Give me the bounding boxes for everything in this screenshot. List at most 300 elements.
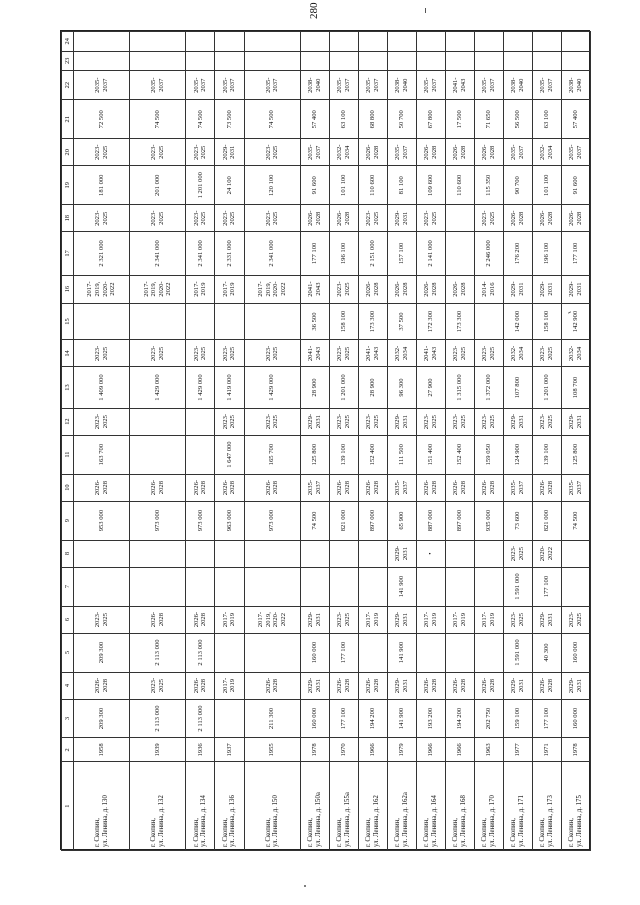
- table-cell: [561, 32, 590, 52]
- table-cell: 1 419 000: [215, 367, 244, 408]
- table-cell: 1977: [503, 738, 532, 762]
- table-cell: 67 800: [416, 100, 445, 139]
- table-cell: 2023- 2025: [130, 672, 186, 699]
- table-cell: 2026- 2028: [244, 672, 300, 699]
- table-cell: 2026- 2028: [445, 672, 474, 699]
- table-row: [186, 32, 215, 851]
- table-cell: 2 341 000: [244, 232, 300, 275]
- table-cell: 120 100: [244, 166, 300, 205]
- table-cell: 74 500: [186, 100, 215, 139]
- table-cell: 1 372 000: [474, 367, 503, 408]
- table-cell: 2041- 2043: [300, 340, 329, 367]
- scan-speck: [304, 885, 306, 887]
- address-cell: г. Скопин, ул. Ленина, д. 175: [561, 762, 590, 851]
- table-cell: 2038- 2040: [387, 71, 416, 100]
- table-cell: 177 100: [329, 699, 358, 738]
- table-cell: [416, 633, 445, 672]
- table-cell: 63 100: [532, 100, 561, 139]
- table-cell: 2 113 000: [186, 633, 215, 672]
- table-cell: [300, 567, 329, 606]
- table-cell: 17 500: [445, 100, 474, 139]
- table-cell: 1963: [474, 738, 503, 762]
- table-cell: 1939: [130, 738, 186, 762]
- table-cell: 2026- 2028: [532, 205, 561, 232]
- page-number: 280: [308, 2, 320, 19]
- table-cell: 107 800: [503, 367, 532, 408]
- column-number: 1: [62, 762, 74, 851]
- address-cell: г. Скопин, ул. Ленина, д. 170: [474, 762, 503, 851]
- table-cell: 2029- 2031: [215, 139, 244, 166]
- table-cell: [244, 51, 300, 70]
- table-cell: 28 900: [358, 367, 387, 408]
- column-number: 17: [62, 232, 74, 275]
- table-cell: 181 000: [74, 166, 130, 205]
- table-cell: 1 201 000: [186, 166, 215, 205]
- table-cell: 2041- 2043: [416, 340, 445, 367]
- table-cell: 72 500: [74, 100, 130, 139]
- table-cell: 125 800: [300, 435, 329, 474]
- table-cell: 2035- 2037: [329, 71, 358, 100]
- table-cell: [244, 540, 300, 567]
- table-cell: 973 000: [130, 501, 186, 540]
- table-cell: [358, 540, 387, 567]
- table-row: [244, 32, 300, 851]
- address-cell: г. Скопин, ул. Ленина, д. 134: [186, 762, 215, 851]
- table-rotator: [61, 31, 591, 851]
- table-row: [561, 32, 590, 851]
- table-cell: 2026- 2028: [186, 606, 215, 633]
- table-cell: 74 500: [244, 100, 300, 139]
- table-cell: 2035- 2037: [503, 139, 532, 166]
- table-cell: 160 000: [300, 699, 329, 738]
- table-cell: 2023- 2025: [416, 408, 445, 435]
- table-cell: 142 900: [561, 303, 590, 340]
- table-cell: 2035- 2037: [561, 474, 590, 501]
- table-cell: 2026- 2028: [244, 474, 300, 501]
- column-number: 3: [62, 699, 74, 738]
- table-cell: 2 341 000: [186, 232, 215, 275]
- table-cell: 1 429 000: [130, 367, 186, 408]
- table-cell: [130, 51, 186, 70]
- capital-repair-schedule-table: [61, 31, 591, 851]
- table-cell: 177 100: [329, 633, 358, 672]
- table-cell: [300, 51, 329, 70]
- table-cell: 160 000: [561, 633, 590, 672]
- table-cell: 2023- 2025: [244, 340, 300, 367]
- table-cell: 160 000: [561, 699, 590, 738]
- table-cell: 935 000: [474, 501, 503, 540]
- table-cell: 2026- 2028: [416, 474, 445, 501]
- table-cell: 90 700: [503, 166, 532, 205]
- table-cell: [445, 205, 474, 232]
- table-cell: 139 100: [532, 435, 561, 474]
- column-number: 21: [62, 100, 74, 139]
- table-cell: [503, 32, 532, 52]
- table-cell: 1 409 000: [74, 367, 130, 408]
- table-cell: 2026- 2028: [474, 139, 503, 166]
- address-cell: г. Скопин, ул. Ленина, д. 132: [130, 762, 186, 851]
- table-cell: [74, 303, 130, 340]
- table-cell: [186, 567, 215, 606]
- table-cell: 158 100: [329, 303, 358, 340]
- table-cell: 81 100: [387, 166, 416, 205]
- table-cell: 2035- 2037: [416, 71, 445, 100]
- table-cell: 1936: [186, 738, 215, 762]
- table-cell: [445, 567, 474, 606]
- table-cell: [532, 32, 561, 52]
- table-cell: 1966: [416, 738, 445, 762]
- address-cell: г. Скопин, ул. Ленина, д. 150: [244, 762, 300, 851]
- table-cell: 50 700: [387, 100, 416, 139]
- table-cell: 1958: [74, 738, 130, 762]
- table-cell: [416, 32, 445, 52]
- table-cell: 2032- 2034: [503, 340, 532, 367]
- table-cell: 2035- 2037: [474, 71, 503, 100]
- table-cell: 2035- 2037: [300, 139, 329, 166]
- table-cell: 2026- 2028: [329, 205, 358, 232]
- table-cell: 27 900: [416, 367, 445, 408]
- table-cell: 2017- 2019, 2020- 2022: [244, 275, 300, 303]
- table-cell: 1979: [387, 738, 416, 762]
- table-cell: 159 100: [503, 699, 532, 738]
- table-cell: 2029- 2031: [503, 672, 532, 699]
- table-cell: 157 100: [387, 232, 416, 275]
- table-cell: [474, 567, 503, 606]
- table-cell: 211 300: [244, 699, 300, 738]
- table-cell: 28 900: [300, 367, 329, 408]
- table-cell: 2017- 2019, 2020- 2022: [130, 275, 186, 303]
- table-cell: 108 700: [561, 367, 590, 408]
- address-cell: г. Скопин, ул. Ленина, д. 130: [74, 762, 130, 851]
- table-cell: [329, 51, 358, 70]
- table-cell: 2026- 2028: [329, 672, 358, 699]
- table-row: [215, 32, 244, 851]
- table-cell: 177 100: [532, 567, 561, 606]
- table-cell: [503, 51, 532, 70]
- table-cell: [186, 51, 215, 70]
- table-cell: [358, 51, 387, 70]
- table-cell: 2029- 2031: [300, 606, 329, 633]
- table-cell: [358, 32, 387, 52]
- column-number-row: [62, 32, 74, 851]
- table-cell: 2023- 2025: [329, 408, 358, 435]
- table-cell: 2029- 2031: [387, 408, 416, 435]
- table-cell: 821 000: [329, 501, 358, 540]
- column-number: 15: [62, 303, 74, 340]
- table-cell: 56 500: [503, 100, 532, 139]
- table-cell: 2041- 2043: [300, 275, 329, 303]
- table-cell: 2029- 2031: [300, 408, 329, 435]
- table-cell: [445, 51, 474, 70]
- table-cell: 124 900: [503, 435, 532, 474]
- table-cell: 2032- 2034: [561, 340, 590, 367]
- table-cell: 2023- 2025: [503, 540, 532, 567]
- table-cell: 2017- 2019: [358, 606, 387, 633]
- table-cell: 1 201 000: [329, 367, 358, 408]
- table-cell: [300, 32, 329, 52]
- table-cell: 2035- 2037: [244, 71, 300, 100]
- table-cell: 2023- 2025: [503, 606, 532, 633]
- table-cell: 2035- 2037: [358, 71, 387, 100]
- table-cell: 2023- 2025: [445, 340, 474, 367]
- column-number: 5: [62, 633, 74, 672]
- table-cell: 65 900: [387, 501, 416, 540]
- table-cell: 2023- 2025: [561, 606, 590, 633]
- table-cell: 196 100: [532, 232, 561, 275]
- table-cell: 101 100: [329, 166, 358, 205]
- table-cell: 2020- 2022: [532, 540, 561, 567]
- table-cell: 115 350: [474, 166, 503, 205]
- table-cell: 173 300: [445, 303, 474, 340]
- table-cell: 2023- 2025: [474, 205, 503, 232]
- table-cell: 953 000: [74, 501, 130, 540]
- table-cell: [474, 303, 503, 340]
- table-cell: 24 100: [215, 166, 244, 205]
- table-cell: 2026- 2028: [74, 672, 130, 699]
- table-cell: 2017- 2019: [474, 606, 503, 633]
- table-cell: 2029- 2031: [561, 275, 590, 303]
- table-cell: 973 000: [244, 501, 300, 540]
- table-cell: 152 400: [445, 435, 474, 474]
- table-cell: [445, 232, 474, 275]
- table-cell: 2023- 2025: [445, 408, 474, 435]
- address-cell: г. Скопин, ул. Ленина, д. 155а: [329, 762, 358, 851]
- table-cell: 158 100: [532, 303, 561, 340]
- table-cell: 2023- 2025: [215, 205, 244, 232]
- table-cell: 2035- 2037: [186, 71, 215, 100]
- table-cell: 91 600: [561, 166, 590, 205]
- column-number: 7: [62, 567, 74, 606]
- table-cell: [474, 540, 503, 567]
- table-cell: 2041- 2043: [358, 340, 387, 367]
- table-cell: 151 400: [416, 435, 445, 474]
- table-cell: 1 591 000: [503, 633, 532, 672]
- column-number: 19: [62, 166, 74, 205]
- table-row: [329, 32, 358, 851]
- table-cell: 159 050: [474, 435, 503, 474]
- table-cell: 2032- 2034: [387, 340, 416, 367]
- table-cell: 1 315 000: [445, 367, 474, 408]
- table-cell: 1 591 000: [503, 567, 532, 606]
- table-cell: 2029- 2031: [503, 408, 532, 435]
- table-cell: [74, 567, 130, 606]
- table-cell: 1966: [358, 738, 387, 762]
- table-row: [474, 32, 503, 851]
- table-cell: 973 000: [186, 501, 215, 540]
- table-cell: [215, 32, 244, 52]
- table-cell: 2 246 000: [474, 232, 503, 275]
- table-cell: 194 200: [445, 699, 474, 738]
- table-cell: 2023- 2025: [532, 408, 561, 435]
- table-row: [445, 32, 474, 851]
- table-cell: 160 000: [300, 633, 329, 672]
- table-cell: [186, 540, 215, 567]
- table-cell: [186, 408, 215, 435]
- table-cell: 2035- 2037: [387, 139, 416, 166]
- column-number: 24: [62, 32, 74, 52]
- column-number: 4: [62, 672, 74, 699]
- table-row: [74, 32, 130, 851]
- table-cell: [186, 435, 215, 474]
- table-cell: 1 201 000: [532, 367, 561, 408]
- address-cell: г. Скопин, ул. Ленина, д. 164: [416, 762, 445, 851]
- table-cell: 2 341 000: [130, 232, 186, 275]
- scan-speck: [425, 8, 426, 13]
- column-number: 9: [62, 501, 74, 540]
- column-number: 18: [62, 205, 74, 232]
- table-cell: 1 647 000: [215, 435, 244, 474]
- table-cell: 194 200: [358, 699, 387, 738]
- table-cell: [300, 540, 329, 567]
- table-row: [532, 32, 561, 851]
- table-cell: 2 321 000: [74, 232, 130, 275]
- table-cell: [215, 303, 244, 340]
- table-cell: 1970: [329, 738, 358, 762]
- table-cell: 2026- 2028: [416, 275, 445, 303]
- table-cell: 177 100: [561, 232, 590, 275]
- table-cell: 141 900: [387, 633, 416, 672]
- address-cell: г. Скопин, ул. Ленина, д. 150а: [300, 762, 329, 851]
- table-cell: 2023- 2025: [474, 340, 503, 367]
- table-cell: 2029- 2031: [561, 408, 590, 435]
- column-number: 14: [62, 340, 74, 367]
- table-cell: 2017- 2019, 2020- 2022: [74, 275, 130, 303]
- table-cell: 2 113 000: [130, 633, 186, 672]
- table-cell: 1 429 000: [244, 367, 300, 408]
- table-cell: 2041- 2043: [445, 71, 474, 100]
- table-cell: 2023- 2025: [329, 606, 358, 633]
- table-cell: 2029- 2031: [503, 275, 532, 303]
- table-cell: 2026- 2028: [186, 474, 215, 501]
- table-row: [416, 32, 445, 851]
- table-cell: 73 500: [215, 100, 244, 139]
- table-cell: 141 900: [387, 699, 416, 738]
- table-cell: [474, 633, 503, 672]
- table-cell: [130, 303, 186, 340]
- table-cell: 40 300: [532, 633, 561, 672]
- table-cell: [244, 633, 300, 672]
- table-cell: 2023- 2025: [74, 205, 130, 232]
- table-cell: [445, 633, 474, 672]
- table-cell: 2017- 2019: [215, 606, 244, 633]
- table-cell: 2023- 2025: [186, 139, 215, 166]
- table-cell: 209 300: [74, 699, 130, 738]
- table-cell: 2035- 2037: [130, 71, 186, 100]
- table-cell: 2026- 2028: [358, 139, 387, 166]
- table-cell: 2023- 2025: [74, 606, 130, 633]
- table-cell: [130, 540, 186, 567]
- table-cell: [329, 540, 358, 567]
- table-cell: [532, 51, 561, 70]
- table-cell: 2023- 2025: [358, 205, 387, 232]
- table-cell: 176 200: [503, 232, 532, 275]
- table-cell: 101 100: [532, 166, 561, 205]
- table-cell: 96 300: [387, 367, 416, 408]
- table-cell: [215, 633, 244, 672]
- table-cell: [561, 51, 590, 70]
- table-cell: 2 331 000: [215, 232, 244, 275]
- table-cell: 2 113 000: [186, 699, 215, 738]
- address-cell: г. Скопин, ул. Ленина, д. 136: [215, 762, 244, 851]
- table-cell: 2026- 2028: [416, 672, 445, 699]
- table-cell: 2029- 2031: [387, 672, 416, 699]
- table-cell: [130, 435, 186, 474]
- table-cell: 2035- 2037: [300, 474, 329, 501]
- table-cell: 1971: [532, 738, 561, 762]
- table-cell: 2017- 2019: [416, 606, 445, 633]
- column-number: 8: [62, 540, 74, 567]
- table-cell: 111 500: [387, 435, 416, 474]
- table-cell: [74, 32, 130, 52]
- table-cell: 2023- 2025: [74, 340, 130, 367]
- table-cell: 2017- 2019: [445, 606, 474, 633]
- column-number: 10: [62, 474, 74, 501]
- column-number: 6: [62, 606, 74, 633]
- table-cell: 2023- 2025: [244, 205, 300, 232]
- table-cell: 2026- 2028: [186, 672, 215, 699]
- table-cell: 2029- 2031: [387, 205, 416, 232]
- table-cell: 2023- 2025: [130, 139, 186, 166]
- table-cell: 209 300: [74, 633, 130, 672]
- table-cell: 2026- 2028: [561, 205, 590, 232]
- table-cell: [445, 540, 474, 567]
- table-cell: 2026- 2028: [130, 474, 186, 501]
- table-body: [62, 32, 591, 851]
- table-cell: 172 300: [416, 303, 445, 340]
- table-cell: [329, 567, 358, 606]
- column-number: 22: [62, 71, 74, 100]
- table-cell: 2026- 2028: [445, 474, 474, 501]
- table-cell: 2026- 2028: [215, 474, 244, 501]
- table-row: [130, 32, 186, 851]
- table-cell: 2032- 2034: [329, 139, 358, 166]
- table-cell: 2023- 2025: [244, 408, 300, 435]
- column-number: 13: [62, 367, 74, 408]
- column-number: 2: [62, 738, 74, 762]
- address-cell: г. Скопин, ул. Ленина, д. 168: [445, 762, 474, 851]
- table-cell: 2017- 2019: [186, 275, 215, 303]
- table-cell: [445, 32, 474, 52]
- table-cell: 2029- 2031: [387, 540, 416, 567]
- table-cell: [186, 32, 215, 52]
- table-cell: 2026- 2028: [532, 474, 561, 501]
- table-cell: 2038- 2040: [503, 71, 532, 100]
- table-cell: 202 750: [474, 699, 503, 738]
- table-cell: 74 500: [300, 501, 329, 540]
- column-number: 16: [62, 275, 74, 303]
- table-cell: 2026- 2028: [416, 139, 445, 166]
- table-cell: 57 400: [561, 100, 590, 139]
- table-cell: 125 800: [561, 435, 590, 474]
- rotated-table-frame: [60, 30, 590, 850]
- table-cell: 2026- 2028: [445, 139, 474, 166]
- table-cell: 2014- 2016: [474, 275, 503, 303]
- table-cell: 2023- 2025: [74, 139, 130, 166]
- table-cell: 2035- 2037: [387, 474, 416, 501]
- table-cell: 2023- 2025: [74, 408, 130, 435]
- table-cell: 2023- 2025: [215, 340, 244, 367]
- table-cell: •: [416, 540, 445, 567]
- table-cell: 897 000: [358, 501, 387, 540]
- table-cell: 887 000: [416, 501, 445, 540]
- table-cell: 2023- 2025: [474, 408, 503, 435]
- table-cell: 2023- 2025: [416, 205, 445, 232]
- table-cell: 2029- 2031: [300, 672, 329, 699]
- table-cell: 2032- 2034: [532, 139, 561, 166]
- table-cell: 109 600: [416, 166, 445, 205]
- table-cell: 2026- 2028: [329, 474, 358, 501]
- table-cell: 2029- 2031: [561, 672, 590, 699]
